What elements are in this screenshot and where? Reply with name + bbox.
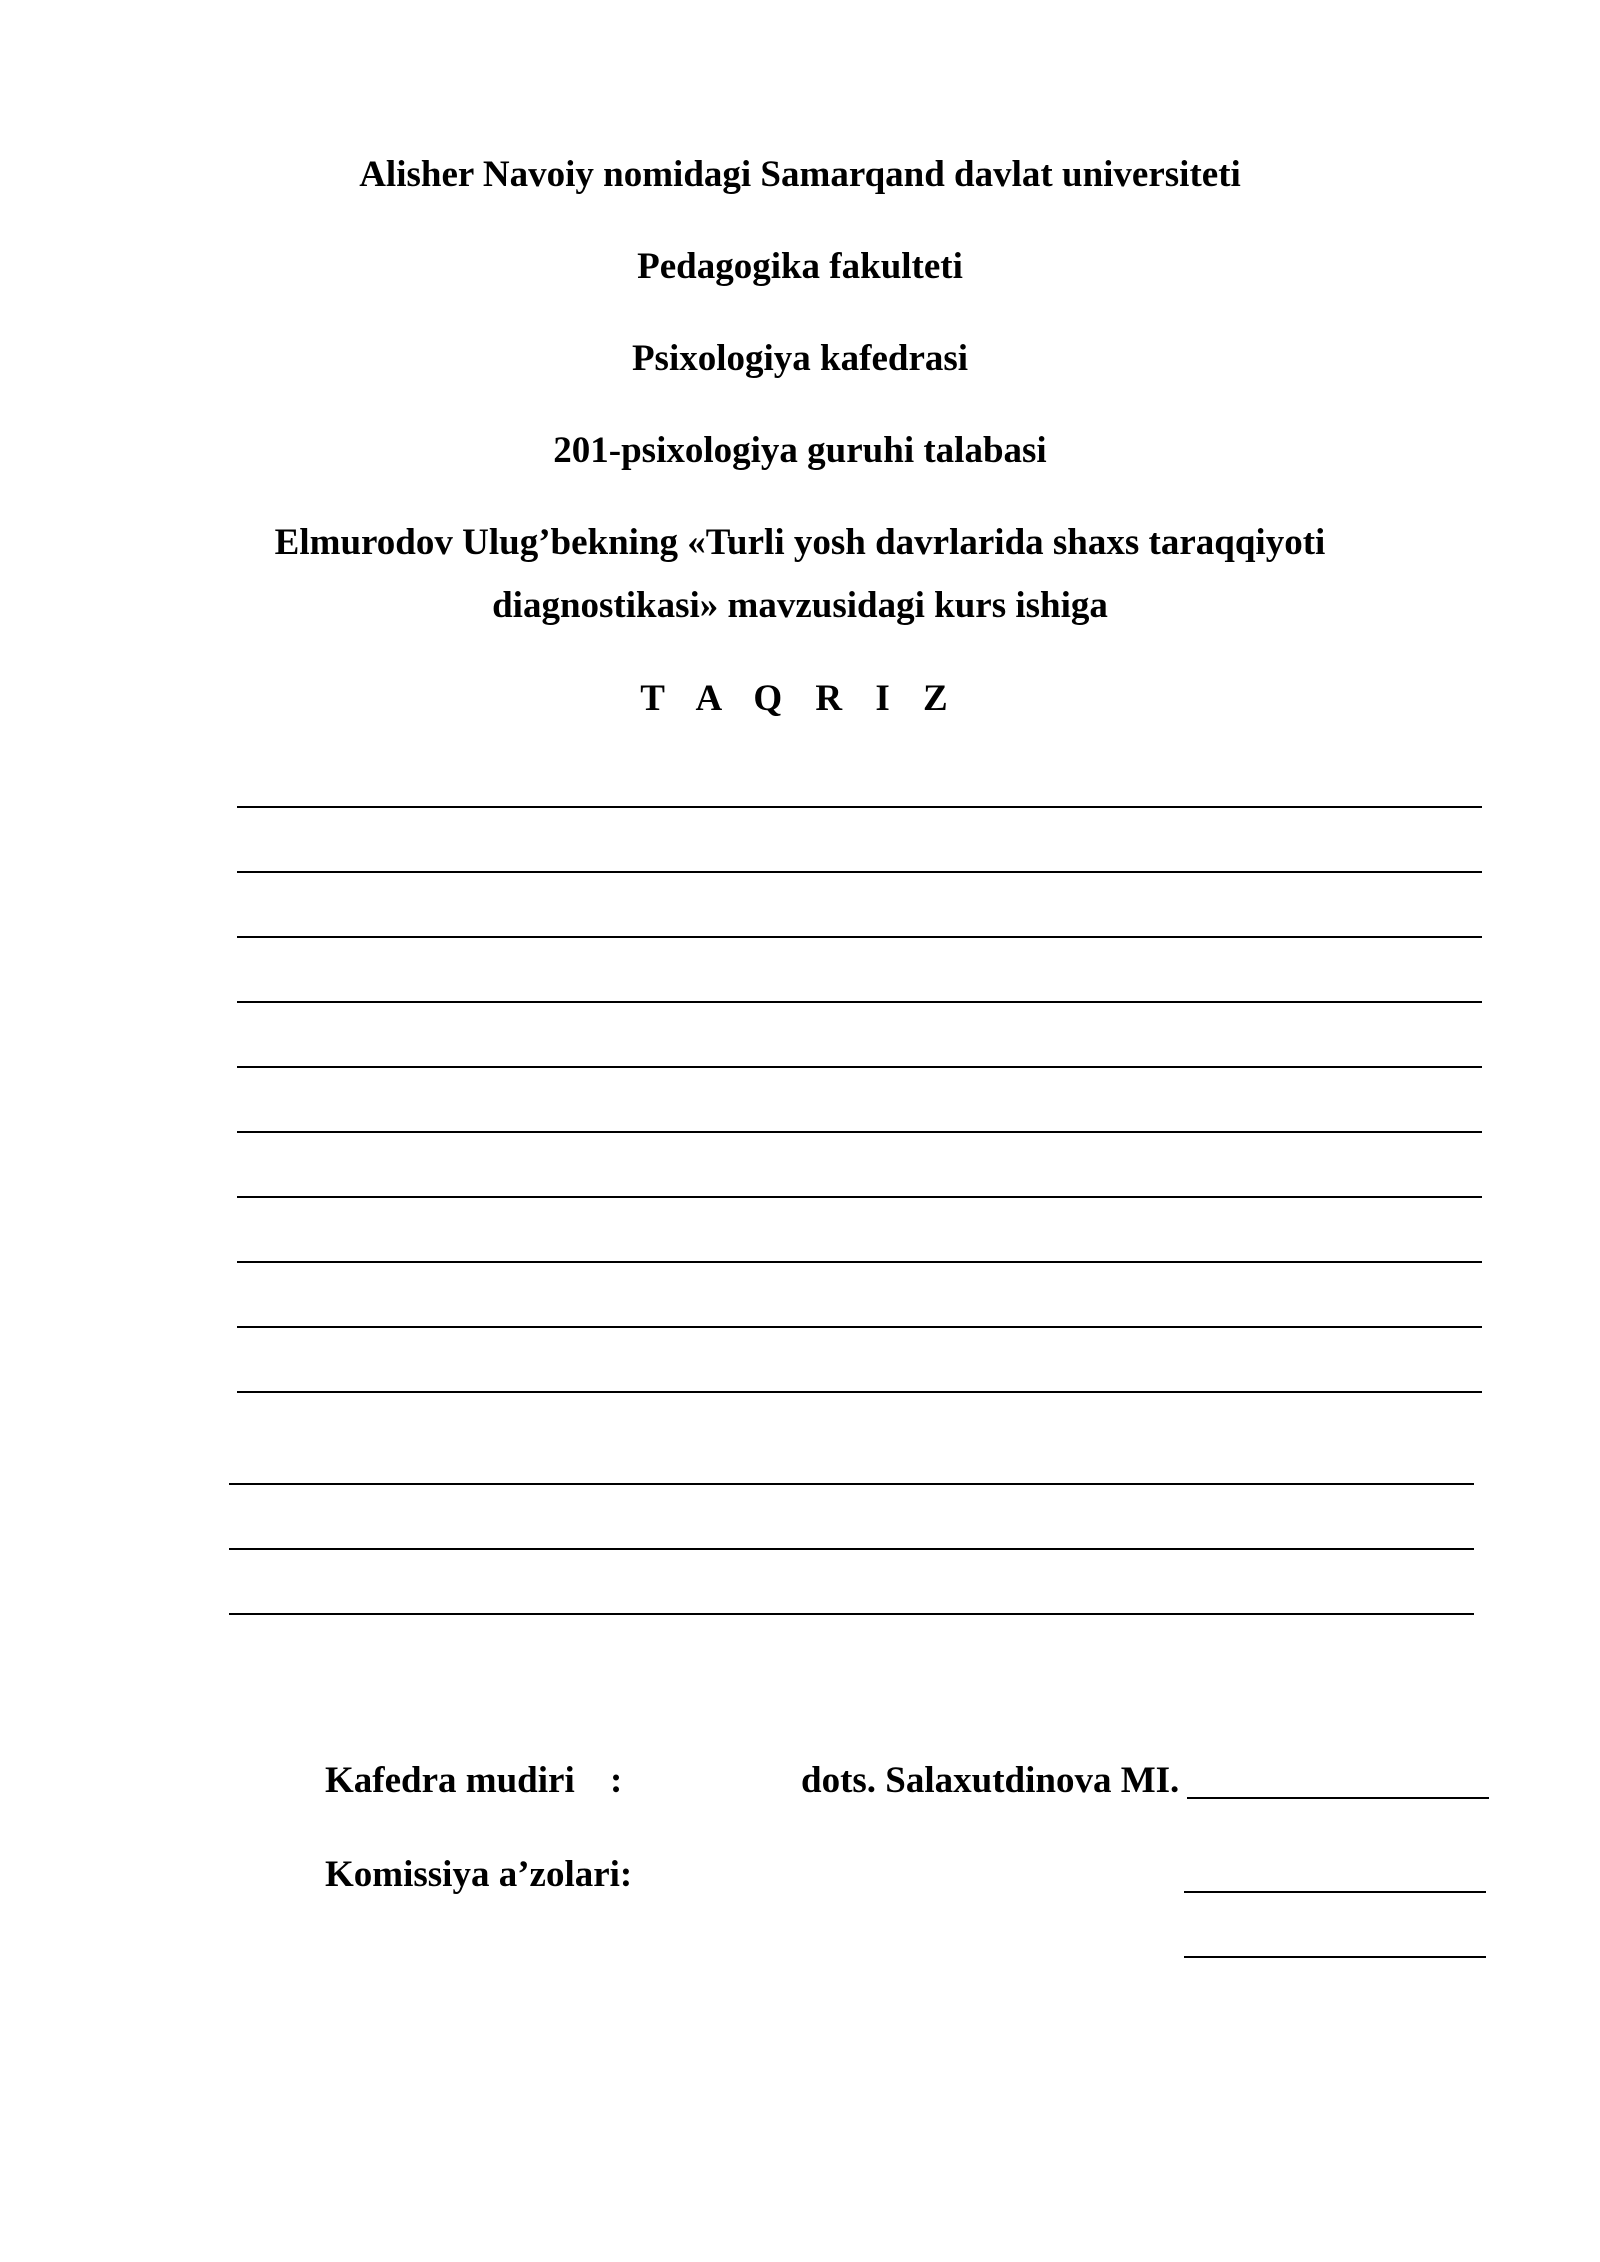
review-line	[237, 1261, 1482, 1263]
review-line	[229, 1483, 1474, 1485]
review-line	[229, 1548, 1474, 1550]
head-signature-line	[1187, 1797, 1489, 1799]
commission-signature-line	[1184, 1956, 1486, 1958]
review-line	[237, 1066, 1482, 1068]
topic-line-2: diagnostikasi» mavzusidagi kurs ishiga	[492, 585, 1108, 626]
student-group: 201-psixologiya guruhi talabasi	[553, 430, 1047, 471]
review-line	[229, 1613, 1474, 1615]
review-line	[237, 871, 1482, 873]
review-line	[237, 1131, 1482, 1133]
review-line	[237, 936, 1482, 938]
review-line	[237, 1196, 1482, 1198]
commission-signature-line	[1184, 1891, 1486, 1893]
university-name: Alisher Navoiy nomidagi Samarqand davlat universiteti	[359, 154, 1241, 195]
review-line	[237, 1391, 1482, 1393]
document-title: T A Q R I Z	[640, 678, 960, 719]
head-of-department-colon: :	[610, 1760, 623, 1801]
faculty-name: Pedagogika fakulteti	[637, 246, 963, 287]
head-of-department-name: dots. Salaxutdinova MI.	[801, 1760, 1180, 1801]
head-of-department-label: Kafedra mudiri	[325, 1760, 575, 1801]
commission-members-label: Komissiya a’zolari:	[325, 1854, 633, 1895]
review-line	[237, 806, 1482, 808]
review-line	[237, 1001, 1482, 1003]
topic-line-1: Elmurodov Ulug’bekning «Turli yosh davrlarida shaxs taraqqiyoti	[274, 522, 1326, 563]
department-name: Psixologiya kafedrasi	[631, 338, 969, 379]
review-line	[237, 1326, 1482, 1328]
